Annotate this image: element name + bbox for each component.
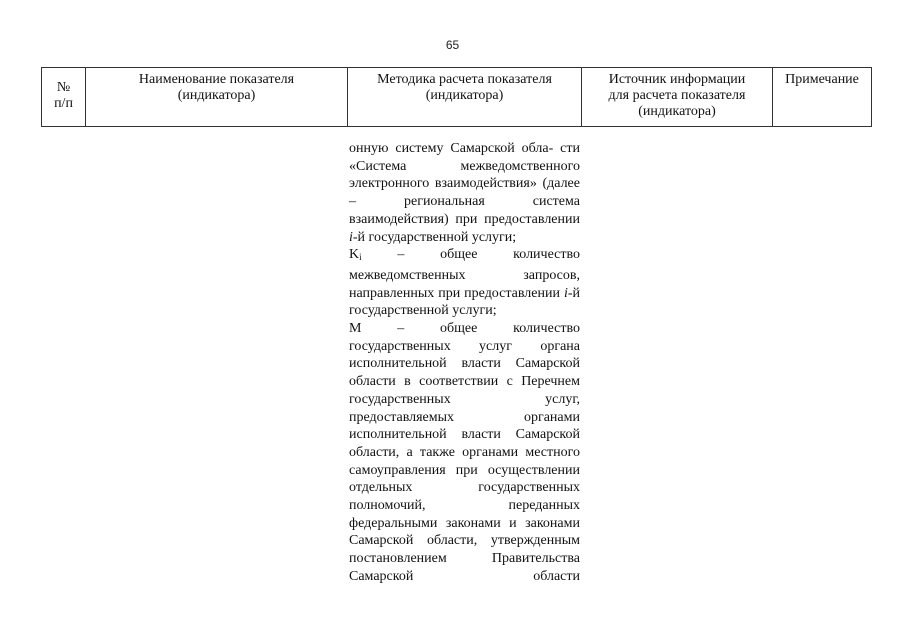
- header-number: № п/п: [42, 68, 86, 127]
- italic-index: i: [563, 285, 568, 301]
- italic-index: i: [349, 229, 353, 245]
- methodology-text-segment: -й государственной услуги;: [352, 229, 517, 245]
- page-number: 65: [445, 38, 460, 52]
- methodology-text-segment: – общее количество межведомственных запросов, направленных при предоставлении: [349, 247, 580, 301]
- methodology-line: онную систему Самарской обла-: [349, 141, 554, 156]
- variable-k: K: [349, 247, 360, 263]
- variable-k-subscript: i: [359, 252, 362, 263]
- methodology-paragraph-3: [349, 320, 580, 586]
- methodology-paragraph-2: [349, 246, 580, 320]
- methodology-paragraph-1: [349, 140, 580, 246]
- methodology-text-segment: сти «Система межведомственного электронного взаимодействия» (далее – региональная система взаимодействия) при предоставлении: [349, 141, 580, 227]
- methodology-text-segment: М – общее количество государственных услуг органа исполнительной власти Самарской области в соответствии с Перечнем государственных услуг, предоставляемых органами исполнительной власти Самарской области, а также органами местного самоуправления при осуществлении отдельных государственных полномочий, переданных федеральными законами и законами Самарской области, утвержденным постановлением Правительства Самарской области: [349, 321, 580, 584]
- header-calculation-method: Методика расчета показателя (индикатора): [348, 68, 582, 127]
- header-indicator-name: Наименование показателя (индикатора): [86, 68, 348, 127]
- indicator-table-header: [41, 67, 872, 127]
- methodology-text: [349, 140, 580, 586]
- header-note: Примечание: [773, 68, 872, 127]
- methodology-text-segment: -й государственной услуги;: [349, 285, 580, 319]
- header-information-source: Источник информации для расчета показателя (индикатора): [582, 68, 773, 127]
